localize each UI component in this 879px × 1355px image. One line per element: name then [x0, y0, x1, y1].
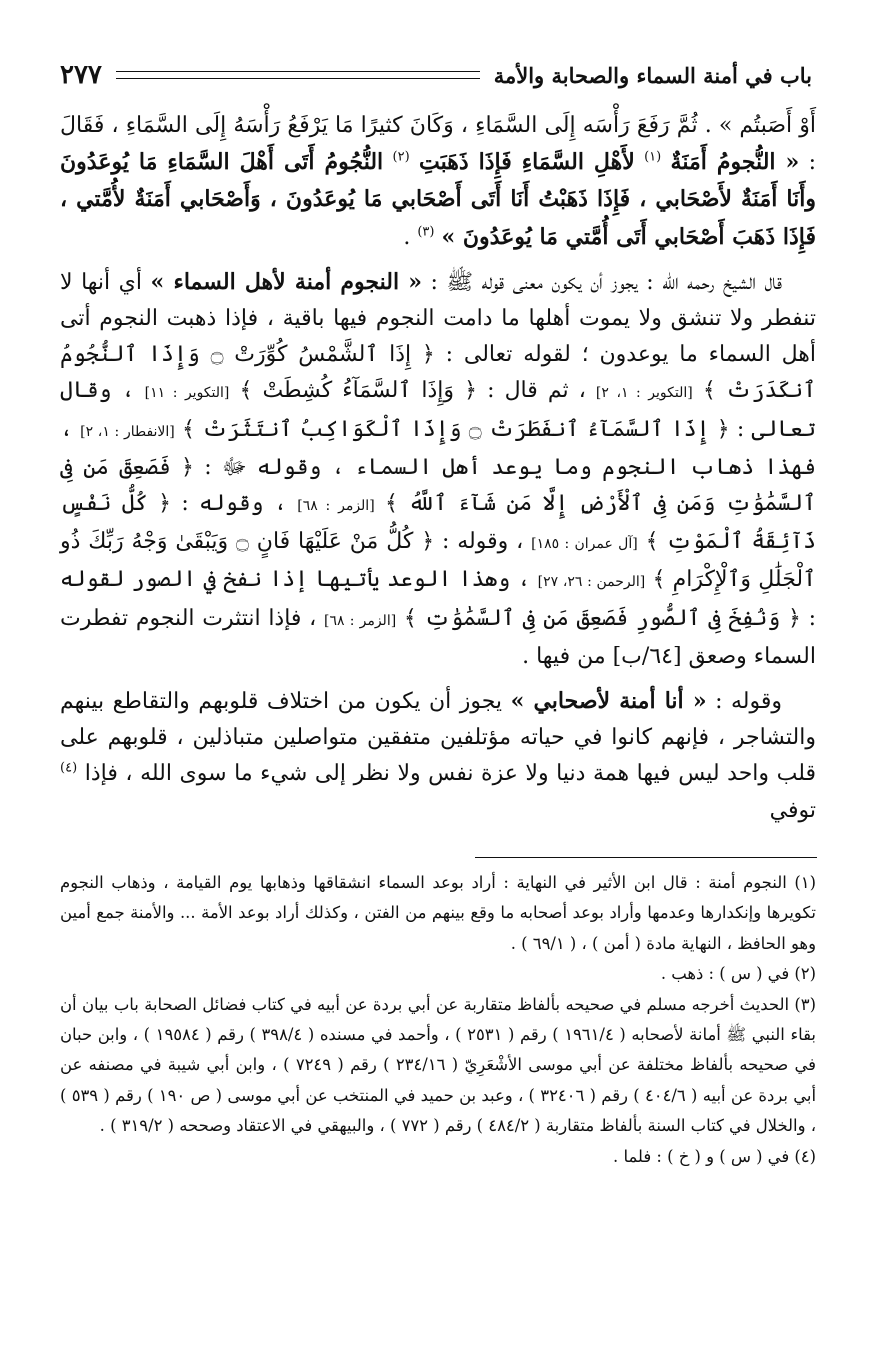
page-number: ٢٧٧	[60, 60, 102, 90]
commentary-paragraph-1	[60, 264, 816, 675]
p2-text-2: يجوز أن يكون من اختلاف قلوبهم والتقاطع بينهم والتشاجر ، فإنهم كانوا في حياته مؤتلفين متفقين متواصلين متباذلين ، قلوبهم على قلب واحد ليس فيها همة دنيا ولا عزة نفس ولا نظر إلى شيء ما سوى الله ، فإذا	[60, 689, 817, 787]
p2-quote: « أنا أمنة لأصحابي »	[510, 688, 707, 715]
hadith-quote-part2: لأَهْلِ السَّمَاءِ فَإِذَا ذَهَبَتِ	[418, 149, 635, 176]
footnote-4: (٤) في ( س ) و ( خ ) : فلما .	[613, 1146, 816, 1166]
p1-text-5: ، فهذا ذهاب النجوم وما يوعد أهل السماء ، وقوله ﷻ :	[60, 416, 816, 480]
header-rule	[116, 71, 480, 79]
quran-verse-7: ﴿ وَنُفِخَ فِى ٱلصُّورِ فَصَعِقَ مَن فِى ٱلسَّمَٰوَٰتِ ﴾	[403, 605, 801, 631]
p1-text-6: ، وقوله :	[181, 491, 287, 517]
p1-text-1: قال الشيخ رحمه الله : يجوز أن يكون معنى قوله ﷺ :	[430, 269, 782, 295]
footnote-2: (٢) في ( س ) : ذهب .	[660, 964, 816, 984]
quran-verse-2: ﴿ وَإِذَا ٱلسَّمَآءُ كُشِطَتْ ﴾	[239, 378, 477, 404]
hadith-lead: أَوْ أَصَبتُم » . ثُمَّ رَفَعَ رَأْسَه إِلَى السَّمَاءِ ، وَكَانَ كثيرًا مَا يَرْفَعُ رَأْسَهُ إِلَى السَّمَاءِ ، فَقَالَ :	[60, 113, 816, 176]
running-title: باب في أمنة السماء والصحابة والأمة	[493, 62, 812, 88]
p1-text-7: ، وقوله :	[441, 529, 524, 555]
p2-text-3: توفي	[769, 797, 816, 823]
p2-text-1: وقوله :	[715, 689, 782, 715]
verse-ref-5: [آل عمران : ١٨٥]	[531, 536, 638, 553]
footnote-ref-4: (٤)	[60, 761, 78, 777]
quran-verse-6: ﴿ كُلُّ مَنْ عَلَيْهَا فَانٍ ۝ وَيَبْقَىٰ وَجْهُ رَبِّكَ ذُو ٱلْجَلَٰلِ وَٱلْإِكْرَامِ ﴾	[60, 529, 816, 593]
footnote-ref-2: (٢)	[392, 149, 410, 165]
p1-text-4: ، وقال تعالى :	[60, 378, 816, 442]
hadith-end: .	[403, 224, 411, 250]
quran-verse-1: ﴿ إِذَا ٱلشَّمْسُ كُوِّرَتْ ۝ وَإِذَا ٱلنُّجُومُ ٱنكَدَرَتْ ﴾	[60, 342, 817, 404]
verse-ref-2: [التكوير : ١١]	[144, 385, 230, 402]
p1-quote: « النجوم أمنة لأهل السماء »	[150, 268, 423, 295]
footnote-ref-3: (٣)	[417, 224, 435, 240]
verse-ref-4: [الزمر : ٦٨]	[297, 498, 375, 515]
main-text	[60, 108, 816, 829]
p1-text-2: أي أنها لا تنفطر ولا تنشق ولا يموت أهلها ما دامت النجوم فيها باقية ، فإذا ذهبت النجوم أتى أهل السماء ما يوعدون ؛ لقوله تعالى :	[60, 269, 817, 368]
footnote-ref-1: (١)	[644, 149, 662, 165]
quran-verse-5: ﴿ كُلُّ نَفْسٍ ذَآئِقَةُ ٱلْمَوْتِ ﴾	[60, 491, 816, 555]
hadith-quote-part3: النُّجُومُ أَتَى أَهْلَ السَّمَاءِ مَا يُوعَدُونَ وأَنَا أَمَنَةٌ لأَصْحَابي ، فَإِذَا ذَهَبْتُ أَنَا أَتَى أَصْحَابي مَا يُوعَدُونَ ، وَأَصْحَابي أَمَنَةٌ لأُمَّتي ، فَإِذَا ذَهَبَ أَصْحَابي أَتَى أُمَّتي مَا يُوعَدُونَ »	[60, 149, 816, 250]
p1-text-8: ، وهذا الوعد يأتيها إذا نفخ في الصور لقوله :	[60, 567, 817, 631]
quran-verse-4: ﴿ فَصَعِقَ مَن فِى ٱلسَّمَٰوَٰتِ وَمَن فِى ٱلْأَرْضِ إِلَّا مَن شَآءَ ٱللَّهُ ﴾	[60, 454, 817, 517]
footnote-3: (٣) الحديث أخرجه مسلم في صحيحه بألفاظ متقاربة عن أبي بردة عن أبيه في كتاب فضائل الصحابة باب بيان أن بقاء النبي ﷺ أمانة لأصحابه ( ١٩٦١/٤ ) رقم ( ٢٥٣١ ) ، وأحمد في مسنده ( ٣٩٨/٤ ) رقم ( ١٩٥٨٤ ) ، وابن حبان في صحيحه بألفاظ مختلفة عن أبي موسى الأشْعَرِيّ ( ٢٣٤/١٦ ) رقم ( ٧٢٤٩ ) ، وابن أبي شيبة في مصنفه عن أبي بردة عن أبيه ( ٤٠٤/٦ ) رقم ( ٣٢٤٠٦ ) ، وعبد بن حميد في المنتخب عن أبي موسى ( ص ١٩٠ ) رقم ( ٥٣٩ ) ، والخلال في كتاب السنة بألفاظ متقاربة ( ٤٨٤/٢ ) رقم ( ٧٧٢ ) ، والبيهقي في الاعتقاد وصححه ( ٣١٩/٢ ) .	[60, 994, 817, 1136]
commentary-paragraph-2	[60, 683, 816, 829]
p1-text-9: ، فإذا انتثرت النجوم تفطرت السماء وصعق [٦٤/ب] من فيها .	[60, 605, 816, 669]
quran-verse-3: ﴿ إِذَا ٱلسَّمَآءُ ٱنفَطَرَتْ ۝ وَإِذَا ٱلْكَوَاكِبُ ٱنتَثَرَتْ ﴾	[182, 416, 730, 442]
footnotes	[60, 868, 816, 1172]
hadith-paragraph	[60, 108, 816, 256]
verse-ref-3: [الانفطار : ١، ٢]	[80, 423, 175, 440]
footnote-1: (١) النجوم أمنة : قال ابن الأثير في النهاية : أراد بوعد السماء انشقاقها وذهابها يوم القيامة ، وذهاب النجوم تكويرها وإنكدارها وعدمها وأراد بوعد أصحابه ما وقع بينهم من الفتن ، وكذلك أراد بوعد الأمة ... والأمنة جمع أمين وهو الحافظ ، النهاية مادة ( أمن ) ، ( ٦٩/١ ) .	[60, 873, 816, 953]
p1-text-3: ، ثم قال :	[487, 378, 586, 404]
footnote-separator	[475, 857, 817, 858]
verse-ref-6: [الرحمن : ٢٦، ٢٧]	[537, 574, 646, 591]
hadith-quote-part1: « النُّجومُ أَمَنَةٌ	[670, 149, 800, 176]
verse-ref-1: [التكوير : ١، ٢]	[595, 385, 693, 402]
page-header	[60, 58, 812, 92]
verse-ref-7: [الزمر : ٦٨]	[324, 612, 397, 629]
